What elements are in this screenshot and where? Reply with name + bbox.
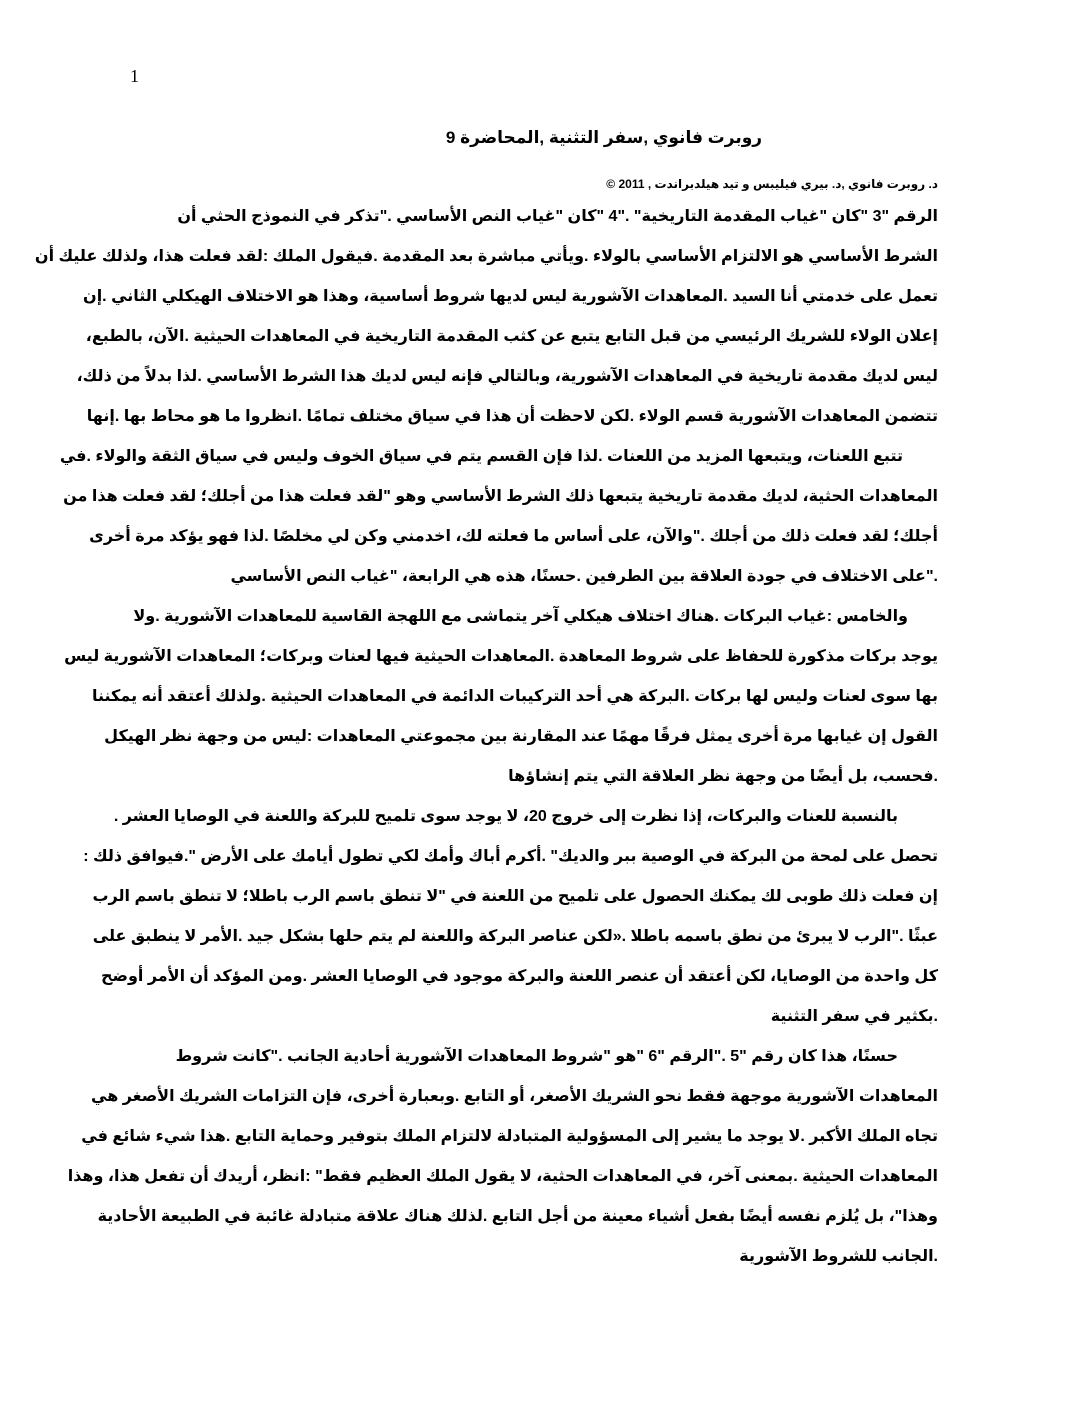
text-line: المعاهدات الحيثية .بمعنى آخر، في المعاهدات الحثية، لا يقول الملك العظيم فقط" :انظر، أريدك أن تفعل هذا، وهذا (67, 1168, 938, 1185)
text-line: تتضمن المعاهدات الآشورية قسم الولاء .لكن لاحظت أن هذا في سياق مختلف تمامًا .انظروا ما هو محاط بها .إنها (86, 408, 938, 425)
text-line: إعلان الولاء للشريك الرئيسي من قبل التابع يتبع عن كثب المقدمة التاريخية في المعاهدات الحيثية .الآن، بالطبع، (85, 328, 938, 345)
text-line: وهذا"، بل يُلزم نفسه أيضًا بفعل أشياء معينة من أجل التابع .لذلك هناك علاقة متبادلة غائبة في الطبيعة الأحادية (97, 1208, 938, 1225)
author-line: د. روبرت فانوي ,د. بيري فيليبس و تيد هيلدبراندت , 2011 © (606, 177, 938, 191)
text-line: تجاه الملك الأكبر .لا يوجد ما يشير إلى المسؤولية المتبادلة لالتزام الملك بتوفير وحماية التابع .هذا شيء شائع في (81, 1128, 938, 1145)
text-line: بها سوى لعنات وليس لها بركات .البركة هي أحد التركيبات الدائمة في المعاهدات الحيثية .ولذلك أعتقد أنه يمكننا (91, 688, 938, 705)
text-line: تعمل على خدمتي أنا السيد .المعاهدات الآشورية ليس لديها شروط أساسية، وهذا هو الاختلاف الهيكلي الثاني .إن (83, 288, 938, 305)
text-line: حسنًا، هذا كان رقم "5 ."الرقم "6 "هو "شروط المعاهدات الآشورية أحادية الجانب ."كانت شروط (175, 1048, 898, 1065)
text-line: الشرط الأساسي هو الالتزام الأساسي بالولاء .ويأتي مباشرة بعد المقدمة .فيقول الملك :لقد فعلت هذا، ولذلك عليك أن (34, 248, 938, 265)
page-number: 1 (130, 66, 139, 86)
text-line: عبثًا ."الرب لا يبرئ من نطق باسمه باطلا .«لكن عناصر البركة واللعنة لم يتم حلها بشكل جيد .الأمر لا ينطبق على (92, 928, 938, 945)
document-title: روبرت فانوي ,سفر التثنية ,المحاضرة 9 (445, 128, 763, 147)
text-line: تتبع اللعنات، ويتبعها المزيد من اللعنات .لذا فإن القسم يتم في سياق الخوف وليس في سياق الثقة والولاء .في (59, 448, 903, 465)
text-line: المعاهدات الآشورية موجهة فقط نحو الشريك الأصغر، أو التابع .وبعبارة أخرى، فإن التزامات الشريك الأصغر هي (91, 1088, 938, 1105)
text-line: .الجانب للشروط الآشورية (739, 1248, 938, 1265)
text-line: ليس لديك مقدمة تاريخية في المعاهدات الآشورية، وبالتالي فإنه ليس لديك هذا الشرط الأساسي .لذا بدلاً من ذلك، (76, 368, 938, 385)
text-line: بالنسبة للعنات والبركات، إذا نظرت إلى خروج 20، لا يوجد سوى تلميح للبركة واللعنة في الوصايا العشر . (113, 808, 898, 825)
text-line: كل واحدة من الوصايا، لكن أعتقد أن عنصر اللعنة والبركة موجود في الوصايا العشر .ومن المؤكد أن الأمر أوضح (100, 968, 938, 985)
text-line: القول إن غيابها مرة أخرى يمثل فرقًا مهمًا عند المقارنة بين مجموعتي المعاهدات :ليس من وجهة نظر الهيكل (104, 728, 938, 745)
text-line: .بكثير في سفر التثنية (770, 1008, 938, 1025)
text-line: المعاهدات الحثية، لديك مقدمة تاريخية يتبعها ذلك الشرط الأساسي وهو "لقد فعلت هذا من أجلك؛ لقد فعلت هذا من (63, 488, 938, 505)
text-line: إن فعلت ذلك طوبى لك يمكنك الحصول على تلميح من اللعنة في "لا تنطق باسم الرب باطلا؛ لا تنطق باسم الرب (92, 888, 938, 905)
text-line: يوجد بركات مذكورة للحفاظ على شروط المعاهدة .المعاهدات الحيثية فيها لعنات وبركات؛ المعاهدات الآشورية ليس (64, 648, 938, 665)
text-line: الرقم "3 "كان "غياب المقدمة التاريخية" ."4 "كان "غياب النص الأساسي ."تذكر في النموذج الحثي أن (177, 208, 938, 225)
text-line: ."على الاختلاف في جودة العلاقة بين الطرفين .حسنًا، هذه هي الرابعة، "غياب النص الأساسي (230, 568, 938, 585)
text-line: .فحسب، بل أيضًا من وجهة نظر العلاقة التي يتم إنشاؤها (508, 768, 938, 785)
text-line: والخامس :غياب البركات .هناك اختلاف هيكلي آخر يتماشى مع اللهجة القاسية للمعاهدات الآشورية .ولا (133, 608, 908, 625)
text-line: تحصل على لمحة من البركة في الوصية ببر والديك" .أكرم أباك وأمك لكي تطول أيامك على الأرض ".فيوافق ذلك : (83, 848, 938, 865)
text-line: أجلك؛ لقد فعلت ذلك من أجلك ."والآن، على أساس ما فعلته لك، اخدمني وكن لي مخلصًا .لذا فهو يؤكد مرة أخرى (89, 528, 938, 545)
